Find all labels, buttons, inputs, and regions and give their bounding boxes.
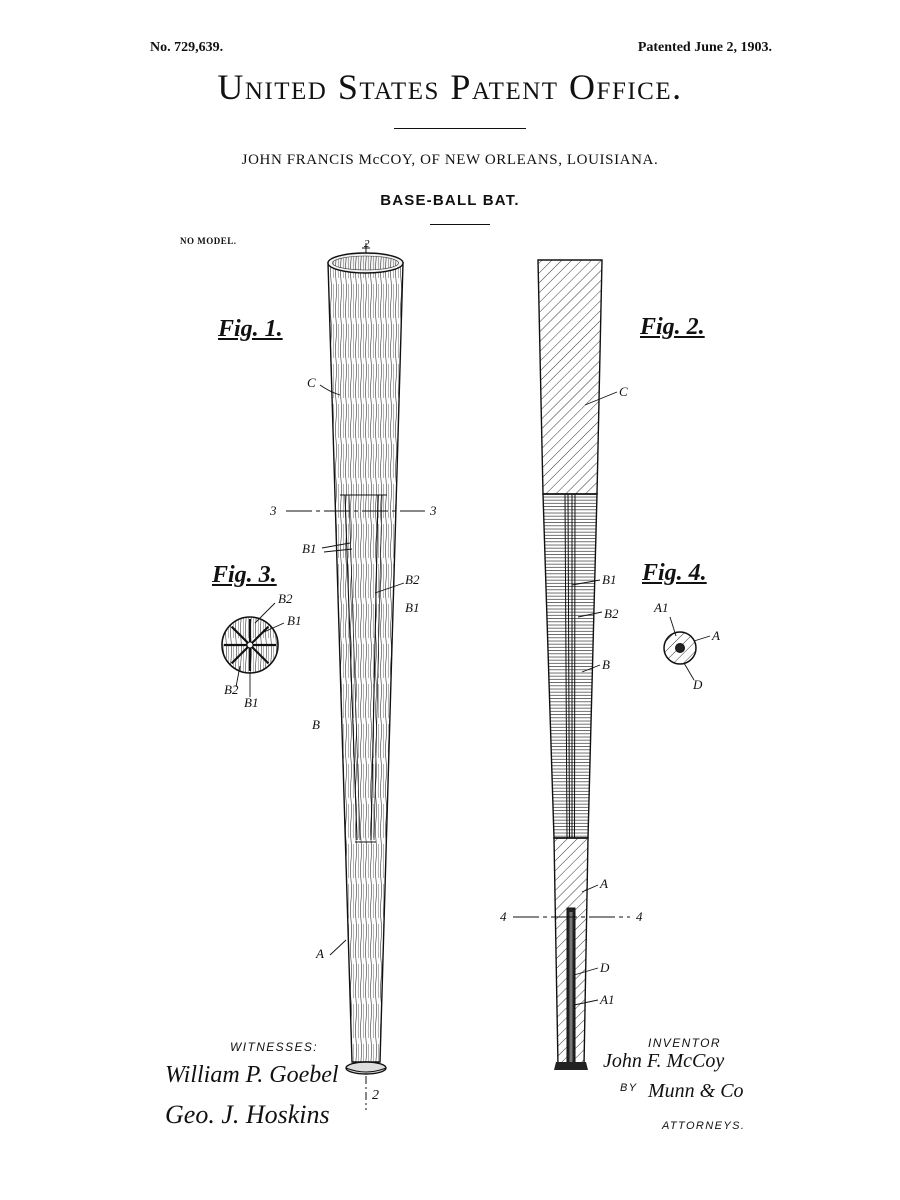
fig2-ref-b1: B1 (602, 572, 617, 587)
fig2-section-4-right: 4 (636, 909, 643, 924)
witnesses-label: WITNESSES: (230, 1040, 319, 1054)
no-model-note: NO MODEL. (180, 236, 237, 246)
fig1-ref-b1-right: B1 (405, 600, 420, 615)
by-label: BY (620, 1082, 638, 1094)
fig3-ref-b1-top: B1 (287, 613, 302, 628)
fig2-ref-a1: A1 (600, 992, 615, 1007)
patented-date: Patented June 2, 1903. (637, 40, 772, 55)
inventor-signature: John F. McCoy (603, 1050, 725, 1072)
fig2-ref-b: B (602, 657, 610, 672)
fig2-section-4-left: 4 (500, 909, 507, 924)
patent-number: No. 729,639. (150, 40, 224, 55)
fig2-ref-c: C (619, 384, 628, 399)
attorney-signature: Munn & Co (648, 1080, 744, 1102)
inventor-label: INVENTOR (648, 1036, 721, 1050)
fig1-ref-b: B (312, 717, 320, 732)
fig1-ref-a: A (316, 946, 324, 961)
fig3-label: Fig. 3. (212, 562, 277, 588)
fig2-ref-b2: B2 (604, 606, 619, 621)
attorneys-label: ATTORNEYS. (662, 1120, 746, 1132)
fig4-cross-section (664, 617, 710, 680)
subject-title: BASE-BALL BAT. (380, 192, 520, 209)
inventor-line: JOHN FRANCIS McCOY, OF NEW ORLEANS, LOUISIANA. (241, 152, 659, 168)
fig2-ref-d: D (600, 960, 610, 975)
fig4-ref-d: D (693, 677, 703, 692)
fig1-section-3-left: 3 (270, 503, 277, 518)
fig3-ref-b2-top: B2 (278, 591, 293, 606)
page-title: United States Patent Office. (217, 67, 683, 107)
fig4-label: Fig. 4. (642, 560, 707, 586)
fig2-label: Fig. 2. (640, 314, 705, 340)
fig2-ref-a: A (600, 876, 608, 891)
fig1-ref-c: C (307, 375, 316, 390)
fig1-ref-b1: B1 (302, 541, 317, 556)
fig4-ref-a1: A1 (654, 600, 669, 615)
fig1-section-3-right: 3 (430, 503, 437, 518)
fig1-label: Fig. 1. (218, 316, 283, 342)
fig3-ref-b1-bottom: B1 (244, 695, 259, 710)
fig2-bat-section (513, 260, 630, 1070)
fig1-ref-b2: B2 (405, 572, 420, 587)
fig1-section-2-bottom: 2 (372, 1088, 379, 1103)
fig1-bat (286, 243, 425, 1110)
witness-signature-2: Geo. J. Hoskins (165, 1100, 330, 1129)
fig1-section-2-top: 2 (364, 238, 370, 250)
fig3-ref-b2-bottom: B2 (224, 682, 239, 697)
fig4-ref-a: A (712, 628, 720, 643)
witness-signature-1: William P. Goebel (165, 1062, 339, 1088)
